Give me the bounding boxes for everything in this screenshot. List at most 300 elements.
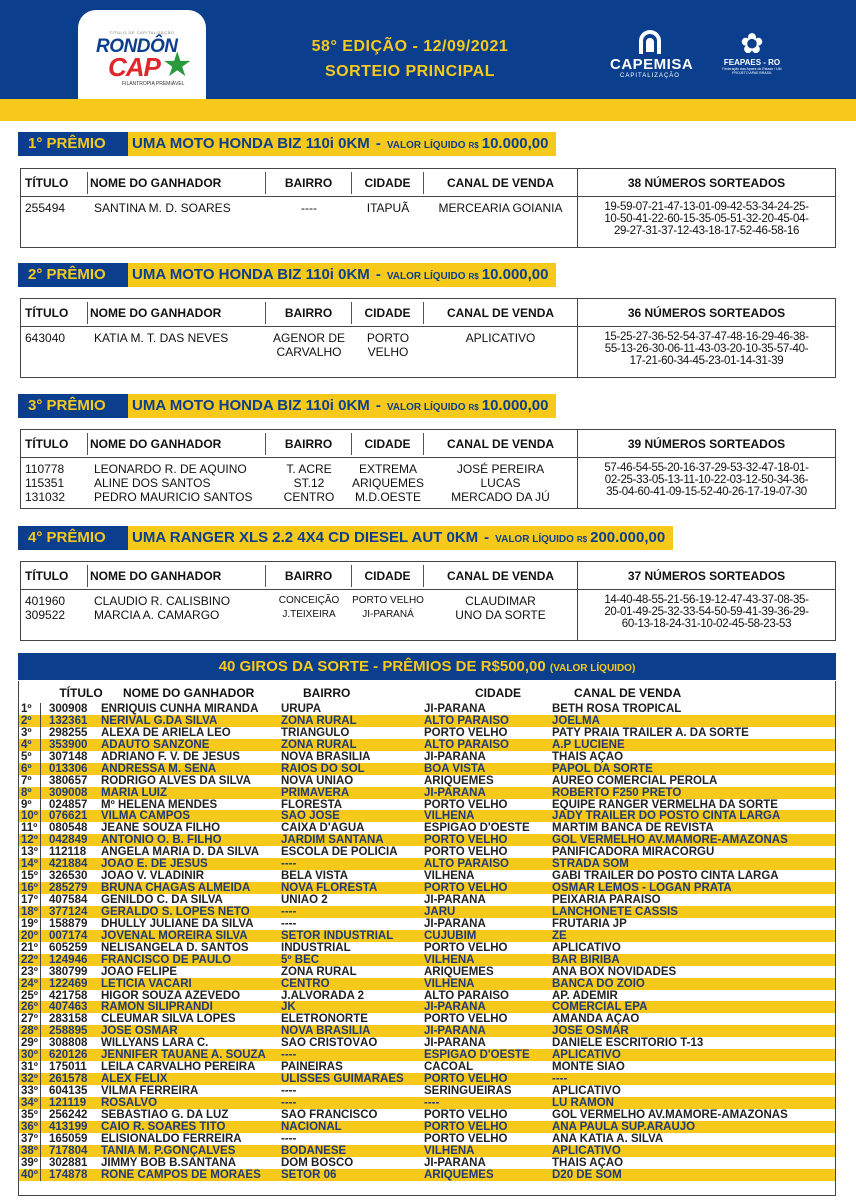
row-nome: ROSALVO (101, 1096, 158, 1109)
header-canal: CANAL DE VENDA (446, 568, 555, 583)
row-titulo: 013306 (49, 762, 88, 775)
separator-dash: - (375, 266, 381, 283)
row-bairro: NOVA BRASILIA (281, 750, 371, 763)
row-cidade: PORTO VELHO (424, 941, 508, 954)
row-position: 1º (19, 703, 41, 715)
row-canal: COMERCIAL EPA (552, 1001, 648, 1014)
header-titulo: TÍTULO (21, 302, 88, 324)
row-bairro: ---- (281, 1085, 297, 1097)
row-canal: ROBERTO F250 PRETO (552, 786, 682, 799)
row-cidade: VILHENA (424, 977, 475, 990)
row-titulo: 174878 (49, 1168, 88, 1181)
row-position: 29º (19, 1037, 41, 1049)
row-cidade: CUJUBIM (424, 929, 477, 942)
row-bairro: UNIÃO 2 (281, 894, 328, 906)
numbers-line: 02-25-33-05-13-11-10-22-03-12-50-34-36- (604, 474, 809, 486)
row-bairro: ESCOLA DE POLICIA (281, 846, 398, 859)
prize-label: 4° PRÊMIO (18, 526, 128, 550)
row-bairro: PAINEIRAS (281, 1061, 343, 1074)
capemisa-logo (610, 30, 694, 79)
row-bairro: INDUSTRIAL (281, 941, 351, 954)
giros-row (19, 1133, 835, 1145)
row-titulo: 407584 (49, 894, 88, 906)
row-position: 30º (19, 1049, 41, 1061)
row-position: 20º (19, 930, 41, 942)
row-cidade: PORTO VELHO (424, 798, 508, 811)
header-canal: CANAL DE VENDA (446, 175, 555, 190)
giros-row (19, 739, 835, 751)
giros-row (19, 1025, 835, 1037)
winner-titulo: 131032 (25, 490, 66, 504)
giros-row (19, 930, 835, 942)
header-titulo: TÍTULO (21, 433, 88, 455)
col-canal (424, 197, 577, 247)
header-bairro: BAIRRO (303, 686, 351, 700)
winner-nome: PEDRO MAURICIO SANTOS (94, 490, 253, 504)
header-banner (0, 0, 856, 99)
row-bairro: JK (281, 1001, 296, 1014)
currency: R$ (468, 403, 479, 412)
row-nome: ALEX FELIX (101, 1073, 168, 1085)
row-nome: RODRIGO ALVES DA SILVA (101, 774, 251, 787)
row-canal: JOSÉ OSMAR (552, 1025, 629, 1038)
giros-row (19, 858, 835, 870)
winner-bairro: CONCEIÇÃO (278, 595, 340, 606)
row-position: 9º (19, 799, 41, 811)
row-nome: Mº HELENA MENDES (101, 798, 218, 811)
row-titulo: 124946 (49, 953, 88, 966)
row-position: 25º (19, 990, 41, 1002)
row-nome: ADRIANO F. V. DE JESUS (101, 750, 240, 763)
row-nome: ANGELA MARIA D. DA SILVA (101, 846, 260, 859)
row-nome: ALEXA DE ARIELA LEO (101, 726, 231, 739)
feapaes-name: FEAPAES - RO (723, 58, 781, 67)
row-position: 15º (19, 870, 41, 882)
winner-cidade: M.D.OESTE (354, 490, 421, 504)
giros-table-header (19, 681, 835, 703)
row-position: 21º (19, 942, 41, 954)
row-nome: RAMON SILIPRANDI (101, 1001, 213, 1014)
row-cidade: PORTO VELHO (424, 882, 508, 894)
row-titulo: 261578 (49, 1073, 88, 1085)
prize-description: UMA RANGER XLS 2.2 4X4 CD DIESEL AUT 0KM (132, 529, 479, 546)
row-position: 36º (19, 1121, 41, 1133)
giros-row (19, 1061, 835, 1073)
row-bairro: ---- (281, 1132, 297, 1145)
row-bairro: ---- (281, 858, 297, 871)
winner-cidade: PORTO VELHO (352, 595, 424, 606)
logo-tagline: FILANTROPIA PREMIÁVEL (122, 81, 185, 87)
row-nome: LEILA CARVALHO PEREIRA (101, 1061, 256, 1074)
row-titulo: 258895 (49, 1025, 88, 1038)
row-nome: HIGOR SOUZA AZEVEDO (101, 989, 241, 1002)
valor-label: VALOR LÍQUIDO (495, 534, 574, 545)
winner-bairro: ---- (301, 201, 317, 215)
prize-table-body (21, 197, 835, 247)
winner-canal: APLICATIVO (465, 331, 536, 345)
row-titulo: 302881 (49, 1156, 88, 1169)
row-titulo: 717804 (49, 1144, 88, 1157)
giros-row (19, 727, 835, 739)
winner-titulo: 110778 (25, 462, 65, 476)
col-titulo (21, 197, 88, 247)
drawn-numbers (577, 458, 835, 508)
giros-row (19, 990, 835, 1002)
row-position: 8º (19, 787, 41, 799)
row-nome: ANTONIO O. B. FILHO (101, 834, 222, 847)
row-titulo: 024857 (49, 798, 88, 811)
giros-row (19, 703, 835, 715)
row-bairro: SETOR 06 (281, 1168, 337, 1181)
row-bairro: CENTRO (281, 977, 330, 990)
row-bairro: SETOR INDUSTRIAL (281, 929, 394, 942)
row-canal: ANA PAULA SUP.ARAUJO (552, 1120, 696, 1133)
row-position: 3º (19, 727, 41, 739)
row-bairro: ---- (281, 1096, 297, 1109)
row-position: 37º (19, 1133, 41, 1145)
row-bairro: SÃO JOSE (281, 810, 340, 823)
row-canal: APLICATIVO (552, 1049, 621, 1062)
row-bairro: TRIANGULO (281, 726, 350, 739)
row-canal: PAPOL DA SORTE (552, 762, 653, 775)
row-bairro: ZONA RURAL (281, 738, 357, 751)
row-bairro: FLORESTA (281, 798, 343, 811)
giros-row (19, 1085, 835, 1097)
row-position: 14º (19, 858, 41, 870)
row-nome: BRUNA CHAGAS ALMEIDA (101, 882, 251, 894)
winner-cidade: EXTREMA (358, 462, 417, 476)
row-position: 11º (19, 822, 41, 834)
prize-table-header (21, 430, 835, 458)
row-position: 19º (19, 918, 41, 930)
row-nome: VILMA FERREIRA (101, 1085, 199, 1097)
row-titulo: 285279 (49, 882, 88, 894)
row-nome: JEANE SOUZA FILHO (101, 822, 221, 835)
giros-row (19, 787, 835, 799)
header-numeros: 38 NÚMEROS SORTEADOS (577, 169, 835, 197)
row-cidade: VILHENA (424, 810, 475, 823)
row-titulo: 620126 (49, 1049, 88, 1062)
giros-row (19, 1121, 835, 1133)
giros-rows (19, 703, 835, 1181)
winner-titulo: 401960 (25, 594, 66, 608)
header-bairro: BAIRRO (266, 433, 352, 455)
prize-banner (18, 263, 556, 287)
winner-bairro: CENTRO (283, 490, 335, 504)
row-nome: CAIO R. SOARES TITO (101, 1120, 226, 1133)
row-cidade: SERINGUEIRAS (424, 1085, 512, 1097)
row-position: 39º (19, 1157, 41, 1169)
logo-cap-text: CAP (108, 52, 160, 82)
row-bairro: SÃO FRANCISCO (281, 1108, 378, 1121)
row-bairro: RAIOS DO SOL (281, 762, 365, 775)
col-bairro (266, 590, 352, 640)
header-canal: CANAL DE VENDA (446, 305, 555, 320)
giros-row (19, 870, 835, 882)
row-nome: ELISIONALDO FERREIRA (101, 1132, 242, 1145)
col-bairro (266, 327, 352, 377)
row-nome: JOSÉ OSMAR (101, 1025, 178, 1038)
row-canal: PEIXARIA PARAÍSO (552, 894, 661, 906)
winner-bairro: ST.12 (293, 476, 325, 490)
header-nome: NOME DO GANHADOR (88, 302, 266, 324)
row-cidade: JI-PARANÁ (424, 1037, 486, 1050)
winner-titulo: 115351 (25, 476, 65, 490)
row-cidade: JI-PARANÁ (424, 917, 486, 930)
col-canal (424, 327, 577, 377)
row-canal: EQUIPE RANGER VERMELHA DA SORTE (552, 798, 778, 811)
row-nome: ADAUTO SANZONE (101, 738, 210, 751)
row-cidade: ---- (424, 1096, 440, 1109)
row-nome: NERIVAL G.DA SILVA (101, 714, 218, 727)
row-nome: FRANCISCO DE PAULO (101, 953, 232, 966)
giros-row (19, 1013, 835, 1025)
row-position: 7º (19, 775, 41, 787)
prize-table-header (21, 299, 835, 327)
header-canal: CANAL DE VENDA (574, 686, 682, 700)
logo-small-text: TÍTULO DE CAPITALIZAÇÃO (109, 30, 175, 35)
row-titulo: 080548 (49, 822, 88, 835)
winner-nome: SANTINA M. D. SOARES (94, 201, 231, 215)
numbers-line: 14-40-48-55-21-56-19-12-47-43-37-08-35- (604, 594, 809, 606)
giros-row (19, 1049, 835, 1061)
winner-nome: KATIA M. T. DAS NEVES (94, 331, 229, 345)
winner-cidade: PORTO VELHO (366, 331, 410, 359)
row-position: 35º (19, 1109, 41, 1121)
row-cidade: ESPIGÃO D'OESTE (424, 1049, 530, 1062)
col-nome (88, 590, 266, 640)
row-position: 23º (19, 966, 41, 978)
header-bairro: BAIRRO (266, 302, 352, 324)
row-bairro: 5º BEC (281, 953, 320, 966)
giros-row (19, 775, 835, 787)
row-titulo: 175011 (49, 1061, 87, 1074)
numbers-line: 55-13-26-30-06-11-43-03-20-10-35-57-40- (604, 343, 809, 355)
col-cidade (352, 458, 424, 508)
prize-description: UMA MOTO HONDA BIZ 110i 0KM (132, 266, 370, 283)
row-bairro: ---- (281, 917, 297, 930)
row-canal: GABI TRAILER DO POSTO CINTA LARGA (552, 870, 779, 883)
row-canal: JADY TRAILER DO POSTO CINTA LARGA (552, 810, 781, 823)
row-cidade: JI-PARANÁ (424, 703, 486, 715)
row-bairro: J.ALVORADA 2 (281, 989, 365, 1002)
row-bairro: BODANESE (281, 1144, 347, 1157)
row-canal: THAIS AÇÃO (552, 1156, 624, 1169)
header-cidade: CIDADE (352, 302, 424, 324)
numbers-line: 15-25-27-36-52-54-37-47-48-16-29-46-38- (604, 331, 809, 343)
winner-cidade: ARIQUEMES (352, 476, 425, 490)
capemisa-sub: CAPITALIZAÇÃO (620, 73, 680, 79)
row-cidade: ARIQUEMES (424, 774, 494, 787)
row-canal: ZE (552, 929, 567, 942)
row-cidade: ESPIGÃO D'OESTE (424, 822, 530, 835)
capemisa-arch-icon (639, 30, 661, 54)
giros-row (19, 1001, 835, 1013)
winner-nome: ALINE DOS SANTOS (94, 476, 211, 490)
prize-table-body (21, 590, 835, 640)
row-titulo: 326530 (49, 870, 88, 883)
row-canal: DANIELE ESCRITORIO T-13 (552, 1037, 704, 1050)
row-canal: LU RAMON (552, 1096, 614, 1109)
row-position: 10º (19, 810, 41, 822)
row-cidade: ALTO PARAISO (424, 858, 509, 871)
row-canal: BANCA DO ZOIO (552, 977, 645, 990)
row-cidade: JI-PARANÁ (424, 894, 486, 906)
prize-banner (18, 526, 673, 550)
winner-nome: LEONARDO R. DE AQUINO (94, 462, 247, 476)
col-canal (424, 590, 577, 640)
prize-value: 10.000,00 (481, 266, 549, 283)
giros-row (19, 822, 835, 834)
edition-title: 58° EDIÇÃO - 12/09/2021 (311, 38, 509, 55)
row-canal: ANA KATIA A. SILVA (552, 1132, 664, 1145)
prize-table (20, 429, 836, 509)
row-titulo: 308808 (49, 1037, 88, 1050)
header-numeros: 36 NÚMEROS SORTEADOS (577, 299, 835, 327)
feapaes-sub: Federação das Apaes do Estado / UM PROJETO APAE BRASIL (722, 67, 782, 76)
row-canal: D20 DE SOM (552, 1168, 622, 1181)
row-bairro: ZONA RURAL (281, 714, 357, 727)
giros-row (19, 954, 835, 966)
row-titulo: 300908 (49, 703, 88, 715)
row-titulo: 132361 (49, 714, 88, 727)
row-canal: APLICATIVO (552, 1144, 621, 1157)
row-cidade: ALTO PARAISO (424, 714, 509, 727)
row-titulo: 605259 (49, 941, 88, 954)
row-nome: GENILDO C. DA SILVA (101, 894, 223, 906)
header-yellow-stripe (0, 99, 856, 121)
row-cidade: PORTO VELHO (424, 1073, 508, 1085)
row-bairro: NACIONAL (281, 1120, 342, 1133)
giros-row (19, 918, 835, 930)
col-cidade (352, 590, 424, 640)
col-cidade (352, 197, 424, 247)
currency: R$ (576, 535, 588, 544)
row-cidade: BOA VISTA (424, 762, 486, 775)
prize-description: UMA MOTO HONDA BIZ 110i 0KM (132, 135, 370, 152)
row-canal: MARTIM BANCA DE REVISTA (552, 822, 714, 835)
row-position: 13º (19, 846, 41, 858)
row-position: 40º (19, 1169, 41, 1181)
giros-row (19, 1169, 835, 1181)
header-titulo: TÍTULO (21, 172, 88, 194)
row-canal: AUREO COMERCIAL PÉROLA (552, 774, 718, 787)
giros-row (19, 846, 835, 858)
row-bairro: JARDIM SANTANA (281, 834, 384, 847)
numbers-line: 60-13-18-24-31-10-02-45-58-23-53 (621, 618, 792, 630)
row-canal: THAIS AÇÃO (552, 750, 624, 763)
row-canal: AP. ADEMIR (552, 989, 618, 1002)
row-titulo: 421758 (49, 989, 88, 1002)
row-titulo: 042849 (49, 834, 88, 847)
row-nome: VILMA CAMPOS (101, 810, 191, 823)
row-cidade: PORTO VELHO (424, 834, 508, 847)
row-titulo: 256242 (49, 1108, 88, 1121)
giros-row (19, 894, 835, 906)
row-titulo: 112118 (49, 846, 87, 859)
row-titulo: 121119 (49, 1096, 87, 1109)
prize-value: 200.000,00 (590, 529, 666, 546)
giros-row (19, 942, 835, 954)
valor-label: VALOR LÍQUIDO (386, 402, 466, 413)
row-cidade: PORTO VELHO (424, 1108, 508, 1121)
row-titulo: 307148 (49, 750, 88, 763)
prize-table-header (21, 562, 835, 590)
giros-row (19, 1109, 835, 1121)
row-titulo: 298255 (49, 726, 88, 739)
row-position: 28º (19, 1025, 41, 1037)
col-nome (88, 458, 266, 508)
separator-dash: - (375, 397, 381, 414)
separator-dash: - (375, 135, 381, 152)
row-canal: GOL VERMELHO AV.MAMORÉ-AMAZONAS (552, 834, 788, 847)
numbers-line: 35-04-60-41-09-15-52-40-26-17-19-07-30 (606, 486, 807, 498)
row-canal: STRADA SOM (552, 858, 629, 871)
row-bairro: ELETRONORTE (281, 1013, 368, 1026)
row-cidade: PORTO VELHO (424, 846, 508, 859)
row-position: 24º (19, 978, 41, 990)
header-bairro: BAIRRO (266, 172, 352, 194)
row-bairro: BELA VISTA (281, 870, 349, 883)
row-position: 31º (19, 1061, 41, 1073)
col-titulo (21, 590, 88, 640)
row-titulo: 421884 (49, 858, 88, 871)
row-cidade: VILHENA (424, 953, 475, 966)
row-canal: PATY PRAIA TRAILER A. DA SORTE (552, 726, 749, 739)
giros-row (19, 1073, 835, 1085)
row-nome: JENNIFER TAUANE A. SOUZA (101, 1049, 266, 1062)
row-nome: DHULLY JULIANE DA SILVA (101, 917, 254, 930)
prize-table (20, 168, 836, 248)
row-nome: CLEUMAR SILVA LOPES (101, 1013, 236, 1026)
draw-subtitle: SORTEIO PRINCIPAL (325, 63, 495, 80)
header-cidade: CIDADE (352, 565, 424, 587)
row-canal: BAR BIRIBA (552, 953, 620, 966)
row-cidade: JI-PARANÁ (424, 786, 486, 799)
row-canal: ANA BOX NOVIDADES (552, 965, 677, 978)
row-titulo: 413199 (49, 1120, 88, 1133)
row-canal: FRUTARIA JP (552, 917, 627, 930)
prize-table-body (21, 458, 835, 508)
row-titulo: 380657 (49, 774, 88, 787)
row-nome: JOÃO V. VLADINIR (101, 870, 205, 883)
row-titulo: 604135 (49, 1085, 88, 1097)
row-bairro: DOM BOSCO (281, 1156, 354, 1169)
valor-label: VALOR LÍQUIDO (386, 271, 466, 282)
logo-rondon-text: RONDÔN (96, 36, 178, 57)
row-cidade: PORTO VELHO (424, 1132, 508, 1145)
row-titulo: 122469 (49, 977, 88, 990)
row-position: 34º (19, 1097, 41, 1109)
giros-row (19, 1145, 835, 1157)
numbers-line: 19-59-07-21-47-13-01-09-42-53-34-24-25- (604, 201, 809, 213)
giros-row (19, 882, 835, 894)
prize-banner (18, 132, 556, 156)
prize-description: UMA MOTO HONDA BIZ 110i 0KM (132, 397, 370, 414)
header-cidade: CIDADE (352, 172, 424, 194)
row-bairro: URUPA (281, 703, 322, 715)
row-bairro: NOVA BRASILIA (281, 1025, 371, 1038)
capemisa-name: CAPEMISA (610, 56, 694, 73)
row-bairro: CAIXA D'ÁGUA (281, 822, 365, 835)
header-nome: NOME DO GANHADOR (88, 565, 266, 587)
numbers-line: 57-46-54-55-20-16-37-29-53-32-47-18-01- (604, 462, 809, 474)
numbers-line: 20-01-49-25-32-33-54-50-59-41-39-36-29- (604, 606, 809, 618)
winner-bairro: J.TEIXEIRA (282, 609, 336, 620)
row-bairro: ---- (281, 1049, 297, 1062)
giros-row (19, 1097, 835, 1109)
row-cidade: PORTO VELHO (424, 726, 508, 739)
